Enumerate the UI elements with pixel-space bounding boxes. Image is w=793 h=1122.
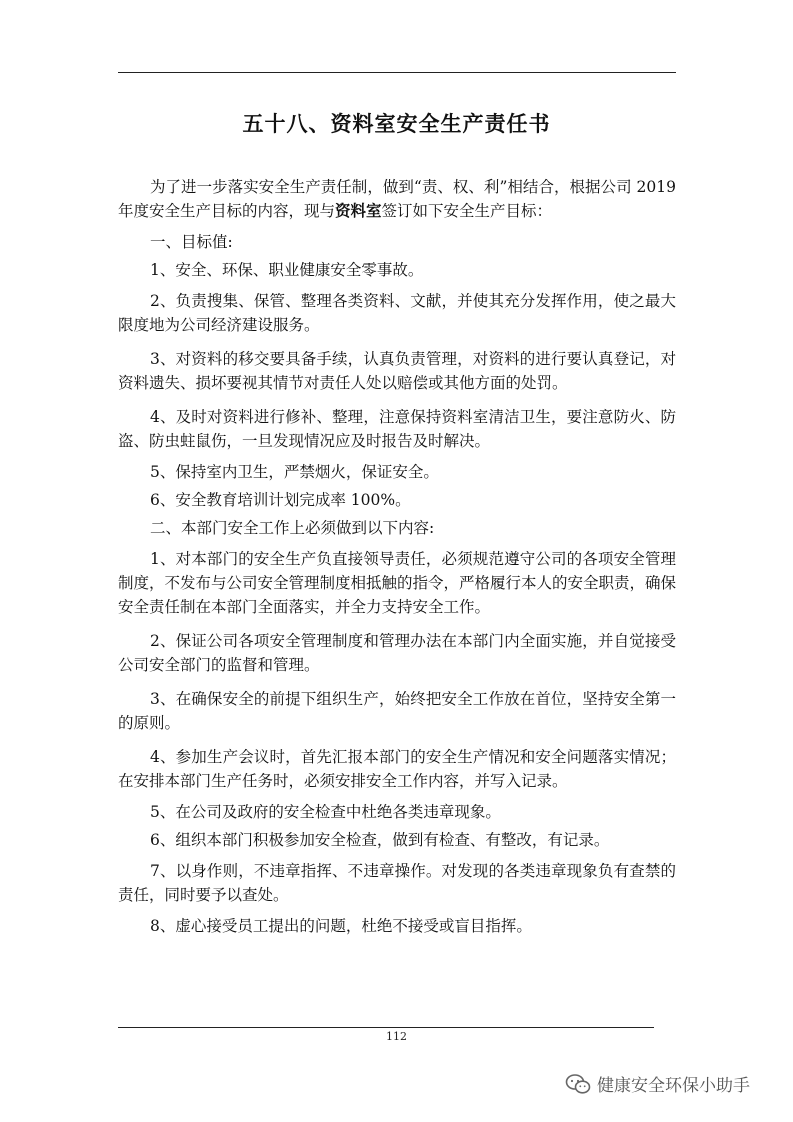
duty-item: 2、保证公司各项安全管理制度和管理办法在本部门内全面实施，并自觉接受公司安全部门的监督和管理。 (118, 632, 676, 675)
goal-item: 2、负责搜集、保管、整理各类资料、文献，并使其充分发挥作用，使之最大限度地为公司经济建设服务。 (118, 291, 676, 334)
duty-item: 8、虚心接受员工提出的问题，杜绝不接受或盲目指挥。 (150, 917, 532, 936)
section-heading-goals: 一、目标值: (150, 233, 233, 252)
page-number: 112 (386, 1030, 407, 1043)
section-heading-duties: 二、本部门安全工作上必须做到以下内容: (150, 519, 435, 537)
duty-item: 4、参加生产会议时，首先汇报本部门的安全生产情况和安全问题落实情况；在安排本部门生产任务时，必须安排安全工作内容，并写入记录。 (118, 748, 676, 791)
intro-paragraph (118, 175, 676, 223)
duty-item: 5、在公司及政府的安全检查中杜绝各类违章现象。 (150, 803, 501, 822)
goal-item: 1、安全、环保、职业健康安全零事故。 (150, 261, 424, 279)
duty-item: 3、在确保安全的前提下组织生产，始终把安全工作放在首位，坚持安全第一的原则。 (118, 690, 676, 733)
document-body (118, 175, 676, 945)
goal-item: 3、对资料的移交要具备手续，认真负责管理，对资料的进行要认真登记，对资料遗失、损坏要视其情节对责任人处以赔偿或其他方面的处罚。 (118, 350, 676, 393)
intro-text-1: 为了进一步落实安全生产责任制，做到“责、权、利”相结合，根据公司 2019 年度安全生产目标的内容，现与 (118, 178, 676, 221)
page-title: 五十八、资料室安全生产责任书 (242, 111, 551, 136)
goal-item: 6、安全教育培训计划完成率 100%。 (150, 491, 411, 510)
intro-dept: 资料室 (335, 201, 382, 221)
goal-item: 5、保持室内卫生，严禁烟火，保证安全。 (150, 463, 439, 482)
watermark-text: 健康安全环保小助手 (597, 1076, 750, 1096)
header-rule (118, 72, 676, 73)
duty-item: 7、以身作则，不违章指挥、不违章操作。对发现的各类违章现象负有查禁的责任，同时要予以查处。 (118, 862, 676, 905)
footer-rule (118, 1027, 654, 1028)
duty-item: 6、组织本部门积极参加安全检查，做到有检查、有整改，有记录。 (150, 831, 610, 850)
duty-item: 1、对本部门的安全生产负直接领导责任，必须规范遵守公司的各项安全管理制度，不发布与公司安全管理制度相抵触的指令，严格履行本人的安全职责，确保安全责任制在本部门全面落实，并全力支持安全工作。 (118, 549, 677, 616)
intro-text-2: 签订如下安全生产目标： (381, 202, 553, 221)
watermark (565, 1071, 750, 1096)
goal-item: 4、及时对资料进行修补、整理，注意保持资料室清洁卫生，要注意防火、防盗、防虫蛀鼠伤，一旦发现情况应及时报告及时解决。 (118, 408, 676, 451)
wechat-icon (565, 1073, 591, 1095)
